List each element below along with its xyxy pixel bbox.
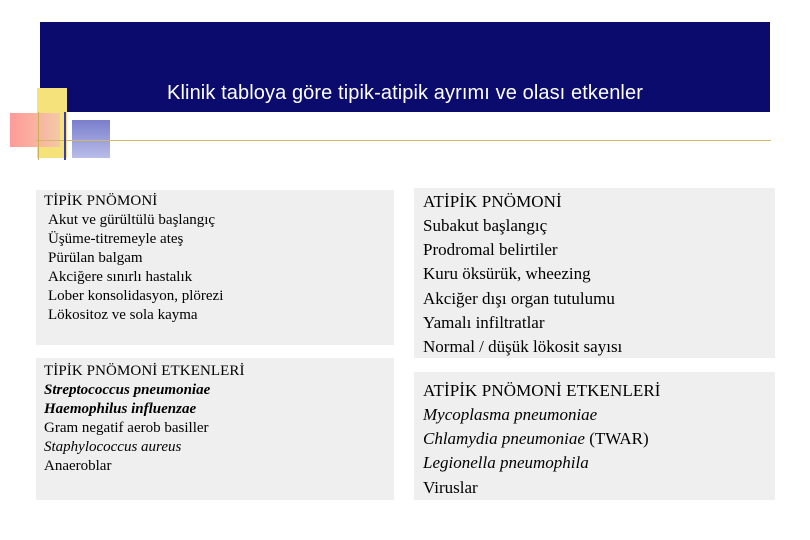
atypical-item: Subakut başlangıç (423, 216, 548, 236)
atypical-item: Yamalı infiltratlar (423, 312, 545, 332)
atypical-agents-panel (414, 372, 775, 500)
decorative-vertical-line-gold (38, 112, 39, 160)
typical-agents-panel (36, 358, 394, 500)
atypical-agents-heading: ATİPİK PNÖMONİ ETKENLERİ (423, 381, 661, 400)
typical-item: Akut ve gürültülü başlangıç (48, 212, 216, 229)
slide-title: Klinik tabloya göre tipik-atipik ayrımı ve olası etkenler (167, 82, 643, 104)
atypical-item: Akciğer dışı organ tutulumu (423, 288, 615, 308)
decorative-horizontal-line (36, 140, 771, 141)
typical-agents-heading: TİPİK PNÖMONİ ETKENLERİ (44, 363, 245, 379)
typical-item: Akciğere sınırlı hastalık (48, 269, 193, 286)
atypical-item: Normal / düşük lökosit sayısı (423, 336, 623, 356)
atypical-agent-note: (TWAR) (589, 429, 649, 449)
atypical-heading: ATİPİK PNÖMONİ (423, 192, 562, 211)
atypical-item: Prodromal belirtiler (423, 240, 558, 260)
typical-item: Pürülan balgam (48, 250, 143, 267)
atypical-item: Kuru öksürük, wheezing (423, 264, 591, 284)
decorative-red-square (10, 113, 60, 147)
typical-agent-item: Haemophilus influenzae (44, 401, 197, 418)
atypical-agent-item: Mycoplasma pneumoniae (423, 405, 598, 425)
typical-agent-item: Staphylococcus aureus (44, 439, 182, 456)
typical-agent-item: Anaeroblar (44, 458, 112, 475)
atypical-agent-name: Chlamydia pneumoniae (423, 429, 585, 449)
typical-item: Lober konsolidasyon, plörezi (48, 288, 224, 305)
typical-agent-item: Gram negatif aerob basiller (44, 420, 209, 437)
typical-agent-item: Streptococcus pneumoniae (44, 382, 211, 399)
atypical-agent-item (423, 427, 766, 451)
typical-pneumonia-panel (36, 190, 394, 345)
atypical-agent-item: Viruslar (423, 477, 478, 497)
typical-item: Üşüme-titremeyle ateş (48, 231, 184, 248)
atypical-agent-item: Legionella pneumophila (423, 453, 589, 473)
decorative-vertical-line-blue (64, 112, 66, 160)
atypical-pneumonia-panel (414, 188, 775, 358)
decorative-blue-square (72, 120, 110, 158)
typical-item: Lökositoz ve sola kayma (48, 307, 198, 324)
typical-heading: TİPİK PNÖMONİ (44, 193, 158, 209)
